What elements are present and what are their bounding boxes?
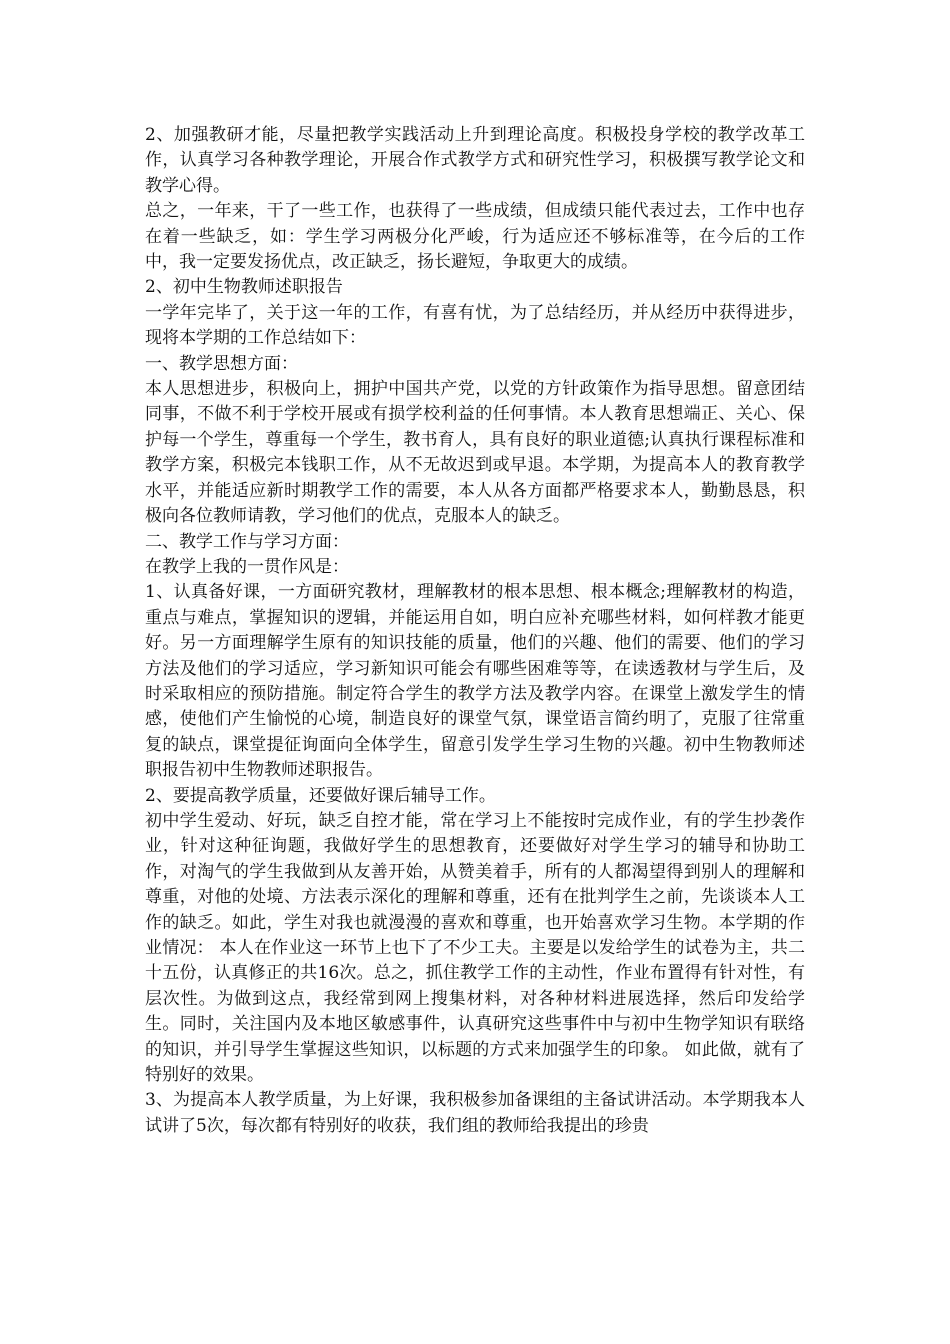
paragraph-thought: 本人思想进步，积极向上，拥护中国共产党，以党的方针政策作为指导思想。留意团结同事，不做不利于学校开展或有损学校利益的任何事情。本人教育思想端正、关心、保护每一个学生，尊重每一个学生，教书育人，具有良好的职业道德;认真执行课程标准和教学方案，积极完本钱职工作，从不无故迟到或早退。本学期，为提高本人的教育教学水平，并能适应新时期教学工作的需要，本人从各方面都严格要求本人，勤勤恳恳，积极向各位教师请教，学习他们的优点，克服本人的缺乏。 (145, 379, 805, 527)
paragraph-lesson-prep: 1、认真备好课，一方面研究教材，理解教材的根本思想、根本概念;理解教材的构造，重点与难点，掌握知识的逻辑，并能运用自如，明白应补充哪些材料，如何样教才能更好。另一方面理解学生原有的知识技能的质量，他们的兴趣、他们的需要、他们的学习方法及他们的学习适应，学习新知识可能会有哪些困难等等，在读透教材与学生后，及时采取相应的预防措施。制定符合学生的教学方法及教学内容。在课堂上激发学生的情感，使他们产生愉悦的心境，制造良好的课堂气氛，课堂语言简约明了，克服了往常重复的缺点，课堂提征询面向全体学生，留意引发学生学习生物的兴趣。初中生物教师述职报告初中生物教师述职报告。 (145, 582, 805, 781)
paragraph-tutoring: 初中学生爱动、好玩，缺乏自控才能，常在学习上不能按时完成作业，有的学生抄袭作业，针对这种征询题，我做好学生的思想教育，还要做好对学生学习的辅导和协助工作，对淘气的学生我做到从友善开始，从赞美着手，所有的人都渴望得到别人的理解和尊重，对他的处境、方法表示深化的理解和尊重，还有在批判学生之前，先谈谈本人工作的缺乏。如此，学生对我也就漫漫的喜欢和尊重，也开始喜欢学习生物。本学期的作业情况： 本人在作业这一环节上也下了不少工夫。主要是以发给学生的试卷为主，共二十五份，认真修正的共16次。总之，抓住教学工作的主动性，作业布置得有针对性，有层次性。为做到这点，我经常到网上搜集材料，对各种材料进展选择，然后印发给学生。同时，关注国内及本地区敏感事件，认真研究这些事件中与初中生物学知识有联络的知识，并引导学生掌握这些知识，以标题的方式来加强学生的印象。 如此做，就有了特别好的效果。 (145, 810, 805, 1086)
paragraph-style-intro: 在教学上我的一贯作风是： (145, 556, 349, 577)
paragraph-summary: 总之，一年来，干了一些工作，也获得了一些成绩，但成绩只能代表过去，工作中也存在着一些缺乏，如：学生学习两极分化严峻，行为适应还不够标准等，在今后的工作中，我一定要发扬优点，改正缺乏，扬长避短，争取更大的成绩。 (145, 201, 805, 273)
paragraph-research-ability: 2、加强教研才能，尽量把教学实践活动上升到理论高度。积极投身学校的教学改革工作，认真学习各种教学理论，开展合作式教学方式和研究性学习，积极撰写教学论文和教学心得。 (145, 125, 805, 196)
paragraph-intro: 一学年完毕了，关于这一年的工作，有喜有忧，为了总结经历，并从经历中获得进步，现将本学期的工作总结如下： (145, 302, 805, 349)
paragraph-trial-lecture: 3、为提高本人教学质量，为上好课，我积极参加备课组的主备试讲活动。本学期我本人试讲了5次，每次都有特别好的收获，我们组的教师给我提出的珍贵 (145, 1090, 805, 1136)
heading-teaching-work: 二、教学工作与学习方面： (145, 531, 349, 552)
paragraph-tutoring-title: 2、要提高教学质量，还要做好课后辅导工作。 (145, 785, 496, 806)
document-body (145, 123, 805, 1139)
section-title-report: 2、初中生物教师述职报告 (145, 277, 343, 298)
heading-teaching-thought: 一、教学思想方面： (145, 353, 298, 374)
